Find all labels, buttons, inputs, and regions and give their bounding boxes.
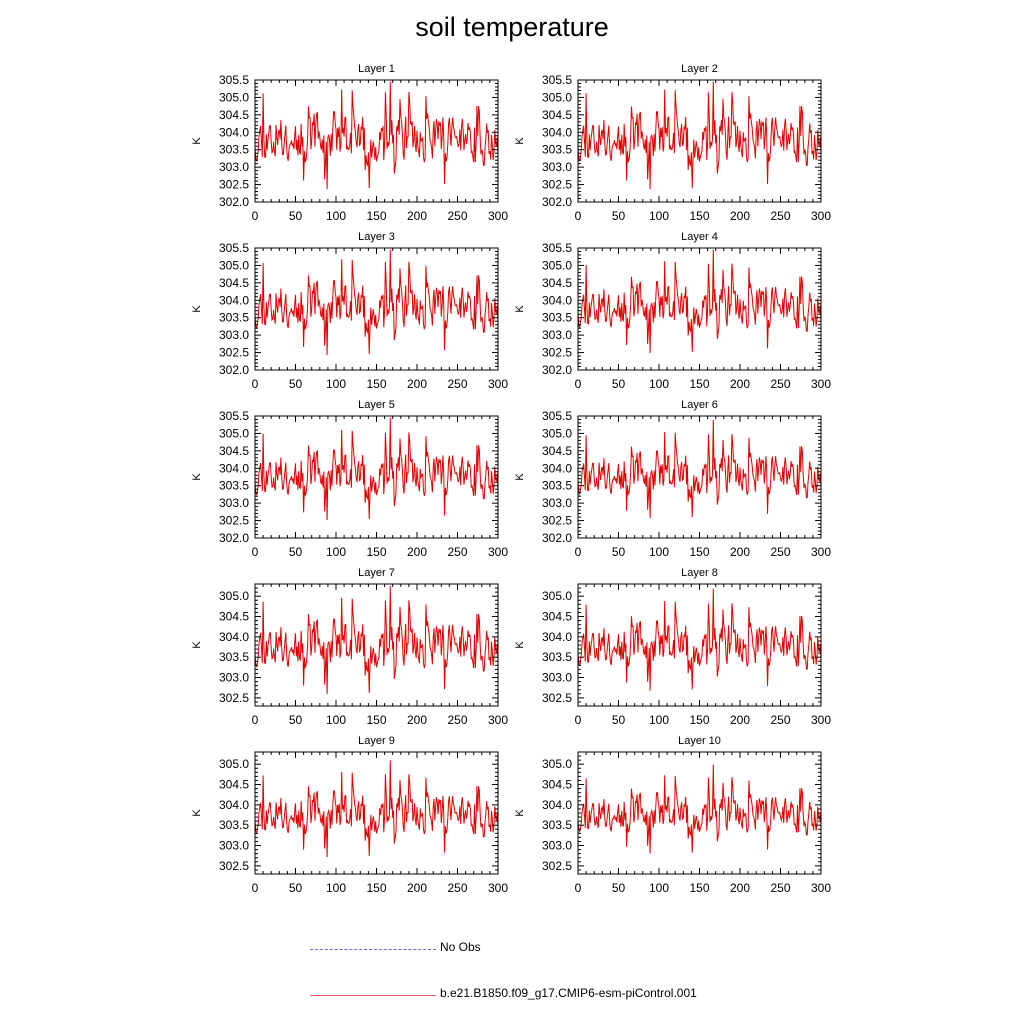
x-tick-label: 300 <box>487 713 509 727</box>
y-tick-label: 305.5 <box>218 241 249 255</box>
legend-swatch-dashed <box>310 949 436 950</box>
y-tick-label: 303.0 <box>218 838 249 853</box>
y-tick-label: 302.5 <box>218 858 249 873</box>
y-tick-label: 303.5 <box>541 818 572 833</box>
x-tick-label: 0 <box>251 545 259 559</box>
y-tick-label: 303.0 <box>541 160 572 175</box>
y-tick-label: 303.0 <box>541 496 572 511</box>
y-tick-label: 303.5 <box>218 142 249 157</box>
y-axis-label: K <box>514 809 526 817</box>
x-tick-label: 100 <box>648 881 670 895</box>
y-tick-label: 304.5 <box>218 443 249 458</box>
x-tick-label: 0 <box>251 209 259 223</box>
y-tick-label: 302.5 <box>218 690 249 705</box>
x-tick-label: 250 <box>770 209 791 223</box>
y-tick-label: 302.0 <box>541 363 572 377</box>
y-tick-label: 304.0 <box>541 629 572 644</box>
y-tick-label: 305.0 <box>541 757 572 772</box>
x-tick-label: 300 <box>810 377 832 391</box>
series-line <box>578 82 821 189</box>
x-tick-label: 250 <box>447 545 468 559</box>
x-tick-label: 100 <box>325 545 347 559</box>
x-tick-label: 200 <box>406 545 428 559</box>
chart-title: soil temperature <box>415 12 609 42</box>
x-tick-label: 150 <box>689 881 710 895</box>
panel-title: Layer 6 <box>681 399 718 411</box>
x-tick-label: 150 <box>689 545 710 559</box>
x-tick-label: 0 <box>574 881 582 895</box>
y-tick-label: 304.5 <box>218 609 249 624</box>
y-tick-label: 302.5 <box>541 177 572 192</box>
y-tick-label: 303.5 <box>541 650 572 665</box>
series-line <box>255 760 498 857</box>
y-tick-label: 304.5 <box>541 275 572 290</box>
x-tick-label: 100 <box>325 209 347 223</box>
y-tick-label: 302.5 <box>541 513 572 528</box>
y-tick-label: 304.0 <box>218 125 249 140</box>
y-tick-label: 304.0 <box>218 461 249 476</box>
y-axis-label: K <box>514 473 526 481</box>
x-tick-label: 250 <box>447 209 468 223</box>
series-line <box>255 418 498 520</box>
x-tick-label: 50 <box>288 545 303 559</box>
x-tick-label: 100 <box>648 545 670 559</box>
y-tick-label: 303.5 <box>541 310 572 325</box>
y-tick-label: 302.0 <box>541 195 572 209</box>
y-tick-label: 303.0 <box>218 328 249 343</box>
x-tick-label: 250 <box>770 545 791 559</box>
layer-panel-7 <box>191 567 508 727</box>
y-tick-label: 304.5 <box>541 609 572 624</box>
panel-title: Layer 4 <box>681 231 718 243</box>
y-tick-label: 304.5 <box>218 777 249 792</box>
x-tick-label: 50 <box>288 713 303 727</box>
x-tick-label: 200 <box>729 881 751 895</box>
y-tick-label: 302.0 <box>218 195 249 209</box>
series-line <box>578 764 821 853</box>
x-tick-label: 300 <box>487 881 509 895</box>
x-tick-label: 300 <box>810 881 832 895</box>
panel-title: Layer 7 <box>358 567 395 579</box>
y-tick-label: 302.0 <box>218 363 249 377</box>
y-tick-label: 304.5 <box>218 107 249 122</box>
x-tick-label: 50 <box>611 881 626 895</box>
y-tick-label: 304.5 <box>541 777 572 792</box>
x-tick-label: 200 <box>729 545 751 559</box>
panel-title: Layer 5 <box>358 399 395 411</box>
panel-title: Layer 9 <box>358 735 395 747</box>
y-axis-label: K <box>191 641 203 649</box>
panel-title: Layer 2 <box>681 63 718 75</box>
x-tick-label: 50 <box>288 377 303 391</box>
x-tick-label: 150 <box>366 713 387 727</box>
y-tick-label: 303.5 <box>541 142 572 157</box>
y-tick-label: 303.5 <box>218 478 249 493</box>
x-tick-label: 250 <box>770 377 791 391</box>
layer-panel-1 <box>191 63 508 223</box>
y-axis-label: K <box>514 305 526 313</box>
panel-title: Layer 8 <box>681 567 718 579</box>
x-tick-label: 300 <box>487 209 509 223</box>
panel-title: Layer 10 <box>678 735 721 747</box>
x-tick-label: 50 <box>288 209 303 223</box>
y-tick-label: 303.0 <box>218 670 249 685</box>
x-tick-label: 300 <box>810 209 832 223</box>
y-tick-label: 305.5 <box>541 73 572 87</box>
x-tick-label: 50 <box>611 377 626 391</box>
layer-panel-5 <box>191 399 508 559</box>
y-tick-label: 303.0 <box>541 328 572 343</box>
y-tick-label: 305.0 <box>218 589 249 604</box>
x-tick-label: 0 <box>251 881 259 895</box>
layer-panel-6 <box>514 399 831 559</box>
x-tick-label: 0 <box>574 713 582 727</box>
y-tick-label: 303.5 <box>218 650 249 665</box>
y-tick-label: 302.5 <box>218 513 249 528</box>
y-tick-label: 304.0 <box>541 797 572 812</box>
x-tick-label: 200 <box>729 377 751 391</box>
x-tick-label: 250 <box>447 377 468 391</box>
y-tick-label: 304.5 <box>541 443 572 458</box>
series-line <box>578 589 821 691</box>
y-tick-label: 304.0 <box>218 797 249 812</box>
y-tick-label: 304.0 <box>218 629 249 644</box>
x-tick-label: 0 <box>574 377 582 391</box>
layer-panel-9 <box>191 735 508 895</box>
y-tick-label: 303.0 <box>218 160 249 175</box>
y-tick-label: 305.5 <box>218 409 249 423</box>
x-tick-label: 250 <box>447 881 468 895</box>
x-tick-label: 300 <box>487 377 509 391</box>
y-tick-label: 304.5 <box>541 107 572 122</box>
x-tick-label: 200 <box>406 209 428 223</box>
x-tick-label: 200 <box>406 377 428 391</box>
y-tick-label: 304.0 <box>541 125 572 140</box>
y-tick-label: 305.0 <box>218 90 249 105</box>
x-tick-label: 200 <box>729 713 751 727</box>
y-tick-label: 303.0 <box>541 838 572 853</box>
legend-label: b.e21.B1850.f09_g17.CMIP6-esm-piControl.001 <box>440 986 697 1000</box>
x-tick-label: 0 <box>251 377 259 391</box>
y-tick-label: 305.5 <box>541 409 572 423</box>
y-tick-label: 302.5 <box>218 345 249 360</box>
x-tick-label: 250 <box>447 713 468 727</box>
y-tick-label: 302.0 <box>218 531 249 545</box>
y-tick-label: 305.0 <box>541 589 572 604</box>
y-axis-label: K <box>514 137 526 145</box>
y-axis-label: K <box>191 473 203 481</box>
series-line <box>255 250 498 355</box>
x-tick-label: 200 <box>406 713 428 727</box>
x-tick-label: 300 <box>487 545 509 559</box>
y-tick-label: 305.0 <box>218 757 249 772</box>
y-tick-label: 305.0 <box>218 426 249 441</box>
layer-panel-3 <box>191 231 508 391</box>
y-axis-label: K <box>514 641 526 649</box>
x-tick-label: 200 <box>406 881 428 895</box>
series-line <box>578 250 821 353</box>
y-axis-label: K <box>191 137 203 145</box>
y-axis-label: K <box>191 305 203 313</box>
x-tick-label: 100 <box>648 713 670 727</box>
x-tick-label: 150 <box>689 209 710 223</box>
layer-panel-10 <box>514 735 831 895</box>
y-axis-label: K <box>191 809 203 817</box>
x-tick-label: 200 <box>729 209 751 223</box>
y-tick-label: 305.5 <box>541 241 572 255</box>
series-line <box>255 82 498 189</box>
panel-title: Layer 1 <box>358 63 395 75</box>
y-tick-label: 305.0 <box>218 258 249 273</box>
x-tick-label: 100 <box>325 881 347 895</box>
x-tick-label: 50 <box>611 713 626 727</box>
y-tick-label: 305.0 <box>541 258 572 273</box>
x-tick-label: 100 <box>325 713 347 727</box>
x-tick-label: 0 <box>251 713 259 727</box>
y-tick-label: 305.5 <box>218 73 249 87</box>
x-tick-label: 150 <box>689 713 710 727</box>
series-line <box>255 586 498 694</box>
x-tick-label: 300 <box>810 713 832 727</box>
y-tick-label: 302.5 <box>541 858 572 873</box>
layer-panel-4 <box>514 231 831 391</box>
y-tick-label: 305.0 <box>541 426 572 441</box>
x-tick-label: 150 <box>366 881 387 895</box>
x-tick-label: 150 <box>366 209 387 223</box>
x-tick-label: 100 <box>648 377 670 391</box>
y-tick-label: 303.5 <box>541 478 572 493</box>
y-tick-label: 303.5 <box>218 310 249 325</box>
layer-panel-2 <box>514 63 831 223</box>
x-tick-label: 250 <box>770 713 791 727</box>
y-tick-label: 304.0 <box>541 461 572 476</box>
panel-title: Layer 3 <box>358 231 395 243</box>
x-tick-label: 50 <box>611 545 626 559</box>
x-tick-label: 150 <box>689 377 710 391</box>
legend-label: No Obs <box>440 940 481 954</box>
x-tick-label: 100 <box>325 377 347 391</box>
y-tick-label: 302.0 <box>541 531 572 545</box>
y-tick-label: 303.5 <box>218 818 249 833</box>
x-tick-label: 300 <box>810 545 832 559</box>
y-tick-label: 304.5 <box>218 275 249 290</box>
y-tick-label: 302.5 <box>541 345 572 360</box>
y-tick-label: 303.0 <box>218 496 249 511</box>
x-tick-label: 250 <box>770 881 791 895</box>
x-tick-label: 150 <box>366 377 387 391</box>
x-tick-label: 50 <box>288 881 303 895</box>
series-line <box>578 420 821 518</box>
x-tick-label: 150 <box>366 545 387 559</box>
y-tick-label: 304.0 <box>218 293 249 308</box>
x-tick-label: 50 <box>611 209 626 223</box>
layer-panel-8 <box>514 567 831 727</box>
legend-swatch-solid <box>310 995 436 996</box>
y-tick-label: 302.5 <box>541 690 572 705</box>
y-tick-label: 303.0 <box>541 670 572 685</box>
y-tick-label: 302.5 <box>218 177 249 192</box>
x-tick-label: 100 <box>648 209 670 223</box>
y-tick-label: 304.0 <box>541 293 572 308</box>
x-tick-label: 0 <box>574 209 582 223</box>
x-tick-label: 0 <box>574 545 582 559</box>
y-tick-label: 305.0 <box>541 90 572 105</box>
